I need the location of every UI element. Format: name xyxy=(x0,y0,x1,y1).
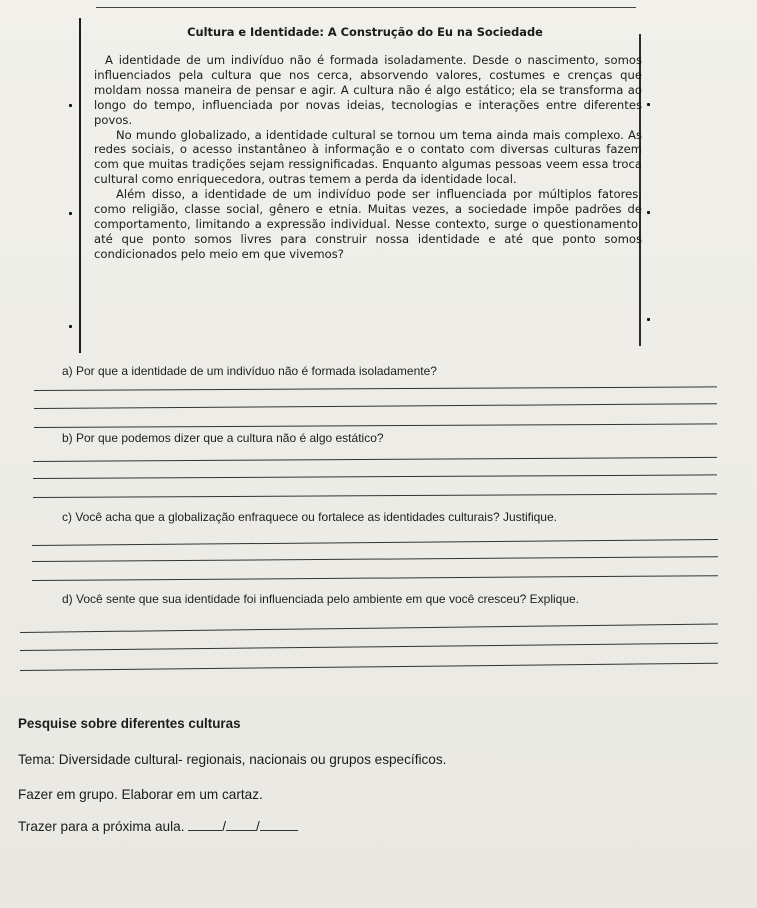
margin-dot xyxy=(69,104,72,107)
margin-dot xyxy=(647,318,650,321)
answer-line[interactable] xyxy=(33,493,717,498)
month-blank[interactable] xyxy=(226,818,256,831)
question-c: c) Você acha que a globalização enfraquece ou fortalece as identidades culturais? Justifique. xyxy=(62,510,557,524)
answer-line[interactable] xyxy=(32,575,718,581)
answer-line[interactable] xyxy=(34,386,717,391)
due-date-row xyxy=(18,818,298,834)
margin-dot xyxy=(69,212,72,215)
date-separator: / xyxy=(256,819,260,834)
paragraph: Além disso, a identidade de um indivíduo pode ser influenciada por múltiplos fatores, como religião, classe social, gênero e etnia. Muitas vezes, a sociedade impõe padrões de comportamento, limitando a expressão individual. Nesse contexto, surge o questionamento: até que ponto somos livres para construir nossa identidade e até que ponto somos condicionados pelo meio em que vivemos? xyxy=(94,187,642,261)
paragraph: A identidade de um indivíduo não é formada isoladamente. Desde o nascimento, somos influenciados pela cultura que nos cerca, absorvendo valores, costumes e crenças que moldam nossa maneira de pensar e agir. A cultura não é algo estático; ela se transforma ao longo do tempo, influenciada por novas ideias, tecnologias e interações entre diferentes povos. xyxy=(94,53,642,127)
question-d: d) Você sente que sua identidade foi influenciada pelo ambiente em que você cresceu? Explique. xyxy=(62,592,580,606)
answer-line[interactable] xyxy=(20,643,718,651)
paragraph: No mundo globalizado, a identidade cultural se tornou um tema ainda mais complexo. As redes sociais, o acesso instantâneo à informação e o contato com diversas culturas fazem com que muitas tradições sejam ressignificadas. Enquanto algumas pessoas veem essa troca cultural como enriquecedora, outras temem a perda da identidade local. xyxy=(94,127,642,187)
question-b: b) Por que podemos dizer que a cultura não é algo estático? xyxy=(62,431,384,445)
year-blank[interactable] xyxy=(260,818,298,831)
task-instruction: Fazer em grupo. Elaborar em um cartaz. xyxy=(18,787,263,802)
worksheet-title: Cultura e Identidade: A Construção do Eu na Sociedade xyxy=(187,25,543,39)
reading-text xyxy=(94,53,642,262)
top-border-line xyxy=(96,7,636,8)
margin-dot xyxy=(647,211,650,214)
task-theme: Tema: Diversidade cultural- regionais, nacionais ou grupos específicos. xyxy=(18,752,447,767)
frame-left-border xyxy=(79,18,81,353)
day-blank[interactable] xyxy=(188,818,222,831)
answer-line[interactable] xyxy=(34,403,717,409)
due-label: Trazer para a próxima aula. xyxy=(18,819,185,834)
date-separator: / xyxy=(222,819,227,834)
answer-line[interactable] xyxy=(33,457,717,462)
answer-line[interactable] xyxy=(34,423,717,428)
margin-dot xyxy=(647,103,650,106)
answer-line[interactable] xyxy=(32,539,718,546)
answer-line[interactable] xyxy=(32,556,718,562)
task-heading: Pesquise sobre diferentes culturas xyxy=(18,716,241,731)
answer-line[interactable] xyxy=(20,623,718,633)
answer-line[interactable] xyxy=(33,474,717,479)
question-a: a) Por que a identidade de um indivíduo não é formada isoladamente? xyxy=(62,364,437,378)
answer-line[interactable] xyxy=(20,663,718,671)
margin-dot xyxy=(69,325,72,328)
